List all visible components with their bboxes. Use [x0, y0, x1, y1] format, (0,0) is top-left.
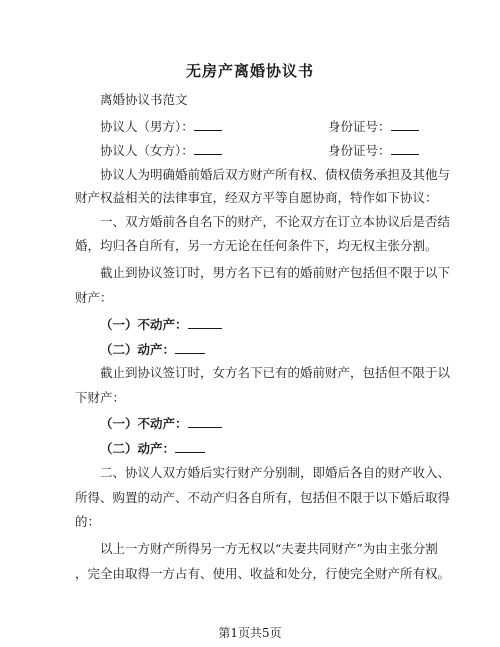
female-real-estate-row: [100, 415, 222, 432]
male-real-estate-label: （一）不动产：: [100, 317, 188, 332]
page-footer: 第1页共5页: [218, 626, 282, 640]
female-movable-label: （二）动产：: [100, 441, 176, 456]
id-male-row: [328, 118, 419, 135]
id-male-blank: [391, 118, 419, 131]
document-title: 无房产离婚协议书: [185, 62, 314, 80]
female-real-estate-label: （一）不动产：: [100, 416, 188, 431]
party-male-blank: [194, 118, 222, 131]
female-real-estate-blank: [188, 415, 222, 428]
intro-line-1: 协议人为明确婚前婚后双方财产所有权、债权债务承担及其他与: [100, 167, 451, 182]
party-female-row: [100, 142, 222, 159]
id-female-row: [328, 142, 419, 159]
clause2-line-1: 二、协议人双方婚后实行财产分别制，即婚后各自的财产收入、: [100, 465, 451, 480]
intro-line-2: 财产权益相关的法律事宜，经双方平等自愿协商，特作如下协议：: [75, 190, 438, 205]
male-premarital-line-1: 截止到协议签订时，男方名下已有的婚前财产包括但不限于以下: [100, 265, 451, 280]
male-movable-row: [100, 341, 205, 358]
clause2b-line-1: 以上一方财产所得另一方无权以“夫妻共同财产”为由主张分割: [100, 541, 438, 556]
female-movable-row: [100, 440, 205, 457]
id-female-label: 身份证号：: [328, 143, 391, 158]
clause1-line-2: 婚，均归各自所有，另一方无论在任何条件下，均无权主张分割。: [75, 238, 438, 253]
male-movable-label: （二）动产：: [100, 342, 176, 357]
clause2b-line-2: ，完全由取得一方占有、使用、收益和处分，行使完全财产所有权。: [75, 566, 451, 581]
sample-label: 离婚协议书范文: [100, 92, 188, 107]
male-real-estate-blank: [188, 316, 222, 329]
male-premarital-line-2: 财产：: [75, 290, 113, 305]
clause2-line-3: 的：: [75, 514, 101, 529]
id-male-label: 身份证号：: [328, 119, 391, 134]
party-female-label: 协议人（女方）：: [100, 143, 194, 158]
clause2-line-2: 所得、购置的动产、不动产归各自所有，包括但不限于以下婚后取得: [75, 490, 451, 505]
male-movable-blank: [175, 341, 205, 354]
party-female-blank: [194, 142, 222, 155]
party-male-row: [100, 118, 222, 135]
male-real-estate-row: [100, 316, 222, 333]
clause1-line-1: 一、双方婚前各自名下的财产，不论双方在订立本协议后是否结: [100, 214, 451, 229]
female-premarital-line-1: 截止到协议签订时，女方名下已有的婚前财产，包括但不限于以: [100, 365, 451, 380]
party-male-label: 协议人（男方）：: [100, 119, 194, 134]
id-female-blank: [391, 142, 419, 155]
female-movable-blank: [175, 440, 205, 453]
female-premarital-line-2: 下财产：: [75, 390, 126, 405]
